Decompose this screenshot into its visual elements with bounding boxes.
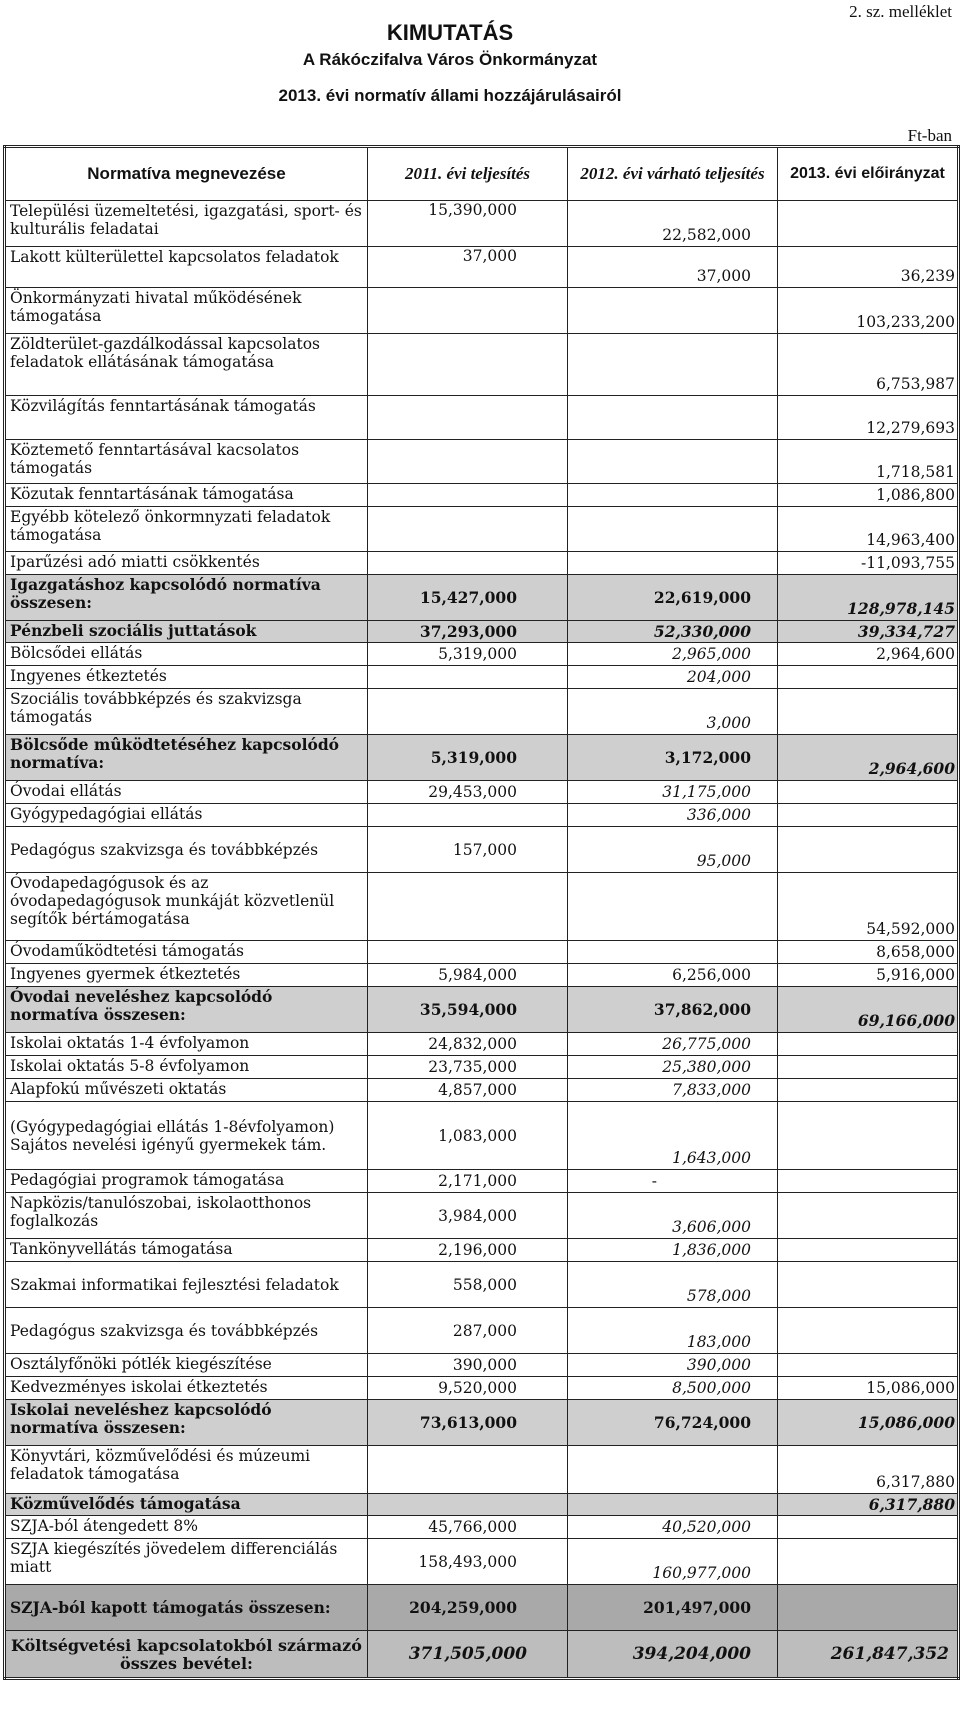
cell-2012	[568, 873, 778, 941]
cell-2011: 2,196,000	[368, 1239, 568, 1262]
cell-2011: 5,319,000	[368, 643, 568, 666]
cell-2013: 261,847,352	[778, 1631, 959, 1679]
cell-2013	[778, 666, 959, 689]
row-label: Ingyenes étkeztetés	[5, 666, 368, 689]
cell-2013: 54,592,000	[778, 873, 959, 941]
cell-2013: 15,086,000	[778, 1400, 959, 1446]
subtotal-row	[5, 621, 959, 643]
row-label: Közutak fenntartásának támogatása	[5, 484, 368, 507]
cell-2013: -11,093,755	[778, 552, 959, 575]
cell-2011: 4,857,000	[368, 1079, 568, 1102]
cell-2011: 5,984,000	[368, 964, 568, 987]
cell-2013	[778, 1516, 959, 1539]
row-label: Pénzbeli szociális juttatások	[5, 621, 368, 643]
table-row	[5, 440, 959, 484]
cell-2011: 2,171,000	[368, 1170, 568, 1193]
document-subtitle: A Rákóczifalva Város Önkormányzat	[302, 50, 598, 69]
cell-2012	[568, 334, 778, 396]
cell-2012: 3,606,000	[568, 1193, 778, 1239]
cell-2012: 31,175,000	[568, 781, 778, 804]
table-row	[5, 873, 959, 941]
cell-2012: -	[568, 1170, 778, 1193]
cell-2011	[368, 507, 568, 552]
row-label: Költségvetési kapcsolatokból származó összes bevétel:	[5, 1631, 368, 1679]
cell-2012: 26,775,000	[568, 1033, 778, 1056]
cell-2013	[778, 1539, 959, 1585]
cell-2012: 7,833,000	[568, 1079, 778, 1102]
row-label: Pedagógus szakvizsga és továbbképzés	[5, 1308, 368, 1354]
row-label: Óvodapedagógusok és az óvodapedagógusok munkáját közvetlenül segítők bértámogatása	[5, 873, 368, 941]
cell-2013: 2,964,600	[778, 735, 959, 781]
table-row	[5, 1308, 959, 1354]
cell-2012	[568, 440, 778, 484]
unit-label: Ft-ban	[907, 126, 952, 145]
table-row	[5, 1239, 959, 1262]
cell-2011: 9,520,000	[368, 1377, 568, 1400]
cell-2012: 22,619,000	[568, 575, 778, 621]
cell-2011: 37,293,000	[368, 621, 568, 643]
cell-2012: 52,330,000	[568, 621, 778, 643]
row-label: Köztemető fenntartásával kacsolatos támogatás	[5, 440, 368, 484]
cell-2011: 390,000	[368, 1354, 568, 1377]
cell-2012: 578,000	[568, 1262, 778, 1308]
cell-2013: 6,317,880	[778, 1446, 959, 1494]
cell-2011	[368, 396, 568, 440]
table-row	[5, 1516, 959, 1539]
cell-2013: 1,086,800	[778, 484, 959, 507]
table-row	[5, 288, 959, 334]
cell-2013: 15,086,000	[778, 1377, 959, 1400]
cell-2012: 8,500,000	[568, 1377, 778, 1400]
table-row	[5, 552, 959, 575]
cell-2013: 14,963,400	[778, 507, 959, 552]
row-label: Iskolai oktatás 1-4 évfolyamon	[5, 1033, 368, 1056]
cell-2011	[368, 1494, 568, 1516]
cell-2012: 2,965,000	[568, 643, 778, 666]
subtotal-row	[5, 987, 959, 1033]
cell-2012: 37,862,000	[568, 987, 778, 1033]
cell-2012: 336,000	[568, 804, 778, 827]
cell-2013: 6,753,987	[778, 334, 959, 396]
cell-2012	[568, 288, 778, 334]
row-label: Települési üzemeltetési, igazgatási, sport- és kulturális feladatai	[5, 201, 368, 247]
cell-2012: 22,582,000	[568, 201, 778, 247]
cell-2013	[778, 1079, 959, 1102]
table-row	[5, 1170, 959, 1193]
cell-2012: 6,256,000	[568, 964, 778, 987]
cell-2011	[368, 552, 568, 575]
cell-2012: 390,000	[568, 1354, 778, 1377]
cell-2012	[568, 396, 778, 440]
subtotal-row	[5, 1400, 959, 1446]
cell-2013: 6,317,880	[778, 1494, 959, 1516]
column-header-2013: 2013. évi előirányzat	[778, 147, 959, 201]
cell-2011: 15,427,000	[368, 575, 568, 621]
table-row	[5, 1193, 959, 1239]
cell-2012: 201,497,000	[568, 1585, 778, 1631]
cell-2011: 15,390,000	[368, 201, 568, 247]
cell-2012: 3,000	[568, 689, 778, 735]
table-row	[5, 1377, 959, 1400]
row-label: Iskolai neveléshez kapcsolódó normatíva összesen:	[5, 1400, 368, 1446]
cell-2012	[568, 941, 778, 964]
cell-2013	[778, 1033, 959, 1056]
cell-2013	[778, 827, 959, 873]
table-row	[5, 964, 959, 987]
cell-2012: 204,000	[568, 666, 778, 689]
row-label: Tankönyvellátás támogatása	[5, 1239, 368, 1262]
cell-2013: 12,279,693	[778, 396, 959, 440]
row-label: Egyébb kötelező önkormnyzati feladatok támogatása	[5, 507, 368, 552]
row-label: Önkormányzati hivatal működésének támogatása	[5, 288, 368, 334]
cell-2011: 35,594,000	[368, 987, 568, 1033]
cell-2013: 103,233,200	[778, 288, 959, 334]
cell-2013	[778, 1262, 959, 1308]
column-header-2012: 2012. évi várható teljesítés	[568, 147, 778, 201]
row-label: Osztályfőnöki pótlék kiegészítése	[5, 1354, 368, 1377]
cell-2013: 8,658,000	[778, 941, 959, 964]
cell-2012	[568, 1494, 778, 1516]
cell-2012: 40,520,000	[568, 1516, 778, 1539]
cell-2011: 371,505,000	[368, 1631, 568, 1679]
cell-2012: 183,000	[568, 1308, 778, 1354]
subtotal-row	[5, 575, 959, 621]
row-label: Közvilágítás fenntartásának támogatás	[5, 396, 368, 440]
cell-2012: 160,977,000	[568, 1539, 778, 1585]
cell-2013: 69,166,000	[778, 987, 959, 1033]
cell-2011	[368, 288, 568, 334]
row-label: (Gyógypedagógiai ellátás 1-8évfolyamon) Sajátos nevelési igényű gyermekek tám.	[5, 1102, 368, 1170]
cell-2011	[368, 873, 568, 941]
cell-2011: 29,453,000	[368, 781, 568, 804]
table-row	[5, 507, 959, 552]
cell-2011	[368, 334, 568, 396]
cell-2013	[778, 1193, 959, 1239]
cell-2013	[778, 689, 959, 735]
table-row	[5, 334, 959, 396]
table-row	[5, 1102, 959, 1170]
cell-2013	[778, 804, 959, 827]
subtotal-row	[5, 1494, 959, 1516]
table-row	[5, 1262, 959, 1308]
cell-2012: 25,380,000	[568, 1056, 778, 1079]
row-label: Óvodaműködtetési támogatás	[5, 941, 368, 964]
cell-2011: 558,000	[368, 1262, 568, 1308]
column-header-2011: 2011. évi teljesítés	[368, 147, 568, 201]
table-row	[5, 941, 959, 964]
row-label: Óvodai neveléshez kapcsolódó normatíva összesen:	[5, 987, 368, 1033]
row-label: SZJA-ból kapott támogatás összesen:	[5, 1585, 368, 1631]
cell-2011	[368, 804, 568, 827]
normative-table-wrapper	[3, 145, 957, 1680]
cell-2011	[368, 666, 568, 689]
cell-2013: 39,334,727	[778, 621, 959, 643]
cell-2013	[778, 1239, 959, 1262]
cell-2013: 128,978,145	[778, 575, 959, 621]
total-row	[5, 1585, 959, 1631]
row-label: Közművelődés támogatása	[5, 1494, 368, 1516]
table-row	[5, 201, 959, 247]
document-title: KIMUTATÁS	[386, 20, 514, 45]
cell-2011: 287,000	[368, 1308, 568, 1354]
table-row	[5, 1056, 959, 1079]
row-label: Iparűzési adó miatti csökkentés	[5, 552, 368, 575]
table-row	[5, 247, 959, 288]
subtotal-row	[5, 735, 959, 781]
cell-2013	[778, 1308, 959, 1354]
cell-2012: 37,000	[568, 247, 778, 288]
table-row	[5, 484, 959, 507]
cell-2013	[778, 201, 959, 247]
cell-2011	[368, 941, 568, 964]
cell-2012: 76,724,000	[568, 1400, 778, 1446]
cell-2012	[568, 507, 778, 552]
row-label: Ingyenes gyermek étkeztetés	[5, 964, 368, 987]
row-label: Gyógypedagógiai ellátás	[5, 804, 368, 827]
table-row	[5, 827, 959, 873]
row-label: Szakmai informatikai fejlesztési feladatok	[5, 1262, 368, 1308]
cell-2011: 157,000	[368, 827, 568, 873]
row-label: Alapfokú művészeti oktatás	[5, 1079, 368, 1102]
cell-2012: 1,643,000	[568, 1102, 778, 1170]
column-header-name: Normatíva megnevezése	[5, 147, 368, 201]
table-row	[5, 1539, 959, 1585]
table-row	[5, 643, 959, 666]
cell-2011	[368, 440, 568, 484]
cell-2013: 2,964,600	[778, 643, 959, 666]
row-label: Szociális továbbképzés és szakvizsga támogatás	[5, 689, 368, 735]
cell-2013	[778, 781, 959, 804]
annex-label: 2. sz. melléklet	[849, 2, 952, 21]
table-header-row	[5, 147, 959, 201]
row-label: SZJA-ból átengedett 8%	[5, 1516, 368, 1539]
row-label: Könyvtári, közművelődési és múzeumi feladatok támogatása	[5, 1446, 368, 1494]
document-subtitle-year: 2013. évi normatív állami hozzájárulásairól	[278, 86, 622, 105]
cell-2013	[778, 1170, 959, 1193]
row-label: Napközis/tanulószobai, iskolaotthonos foglalkozás	[5, 1193, 368, 1239]
cell-2012	[568, 552, 778, 575]
table-row	[5, 1354, 959, 1377]
row-label: Zöldterület-gazdálkodással kapcsolatos feladatok ellátásának támogatása	[5, 334, 368, 396]
cell-2013	[778, 1102, 959, 1170]
cell-2012: 3,172,000	[568, 735, 778, 781]
row-label: SZJA kiegészítés jövedelem differenciálás miatt	[5, 1539, 368, 1585]
cell-2011: 45,766,000	[368, 1516, 568, 1539]
cell-2011: 37,000	[368, 247, 568, 288]
cell-2012: 394,204,000	[568, 1631, 778, 1679]
cell-2011	[368, 1446, 568, 1494]
row-label: Kedvezményes iskolai étkeztetés	[5, 1377, 368, 1400]
normative-table	[3, 145, 960, 1680]
cell-2011: 24,832,000	[368, 1033, 568, 1056]
row-label: Óvodai ellátás	[5, 781, 368, 804]
table-row	[5, 781, 959, 804]
cell-2011: 3,984,000	[368, 1193, 568, 1239]
row-label: Pedagógus szakvizsga és továbbképzés	[5, 827, 368, 873]
cell-2012	[568, 484, 778, 507]
row-label: Iskolai oktatás 5-8 évfolyamon	[5, 1056, 368, 1079]
cell-2012: 1,836,000	[568, 1239, 778, 1262]
cell-2011: 23,735,000	[368, 1056, 568, 1079]
table-row	[5, 1079, 959, 1102]
table-row	[5, 396, 959, 440]
cell-2013: 1,718,581	[778, 440, 959, 484]
table-row	[5, 1446, 959, 1494]
cell-2011: 204,259,000	[368, 1585, 568, 1631]
row-label: Bölcsődei ellátás	[5, 643, 368, 666]
cell-2013	[778, 1056, 959, 1079]
cell-2011	[368, 484, 568, 507]
cell-2013: 36,239	[778, 247, 959, 288]
table-row	[5, 666, 959, 689]
row-label: Bölcsőde mûködtetéséhez kapcsolódó normatíva:	[5, 735, 368, 781]
cell-2013	[778, 1354, 959, 1377]
row-label: Igazgatáshoz kapcsolódó normatíva összesen:	[5, 575, 368, 621]
cell-2013: 5,916,000	[778, 964, 959, 987]
cell-2011	[368, 689, 568, 735]
cell-2011: 158,493,000	[368, 1539, 568, 1585]
cell-2013	[778, 1585, 959, 1631]
cell-2012: 95,000	[568, 827, 778, 873]
grand-total-row	[5, 1631, 959, 1679]
table-row	[5, 689, 959, 735]
cell-2011: 1,083,000	[368, 1102, 568, 1170]
table-row	[5, 804, 959, 827]
cell-2011: 73,613,000	[368, 1400, 568, 1446]
table-row	[5, 1033, 959, 1056]
cell-2012	[568, 1446, 778, 1494]
cell-2011: 5,319,000	[368, 735, 568, 781]
row-label: Pedagógiai programok támogatása	[5, 1170, 368, 1193]
row-label: Lakott külterülettel kapcsolatos feladatok	[5, 247, 368, 288]
